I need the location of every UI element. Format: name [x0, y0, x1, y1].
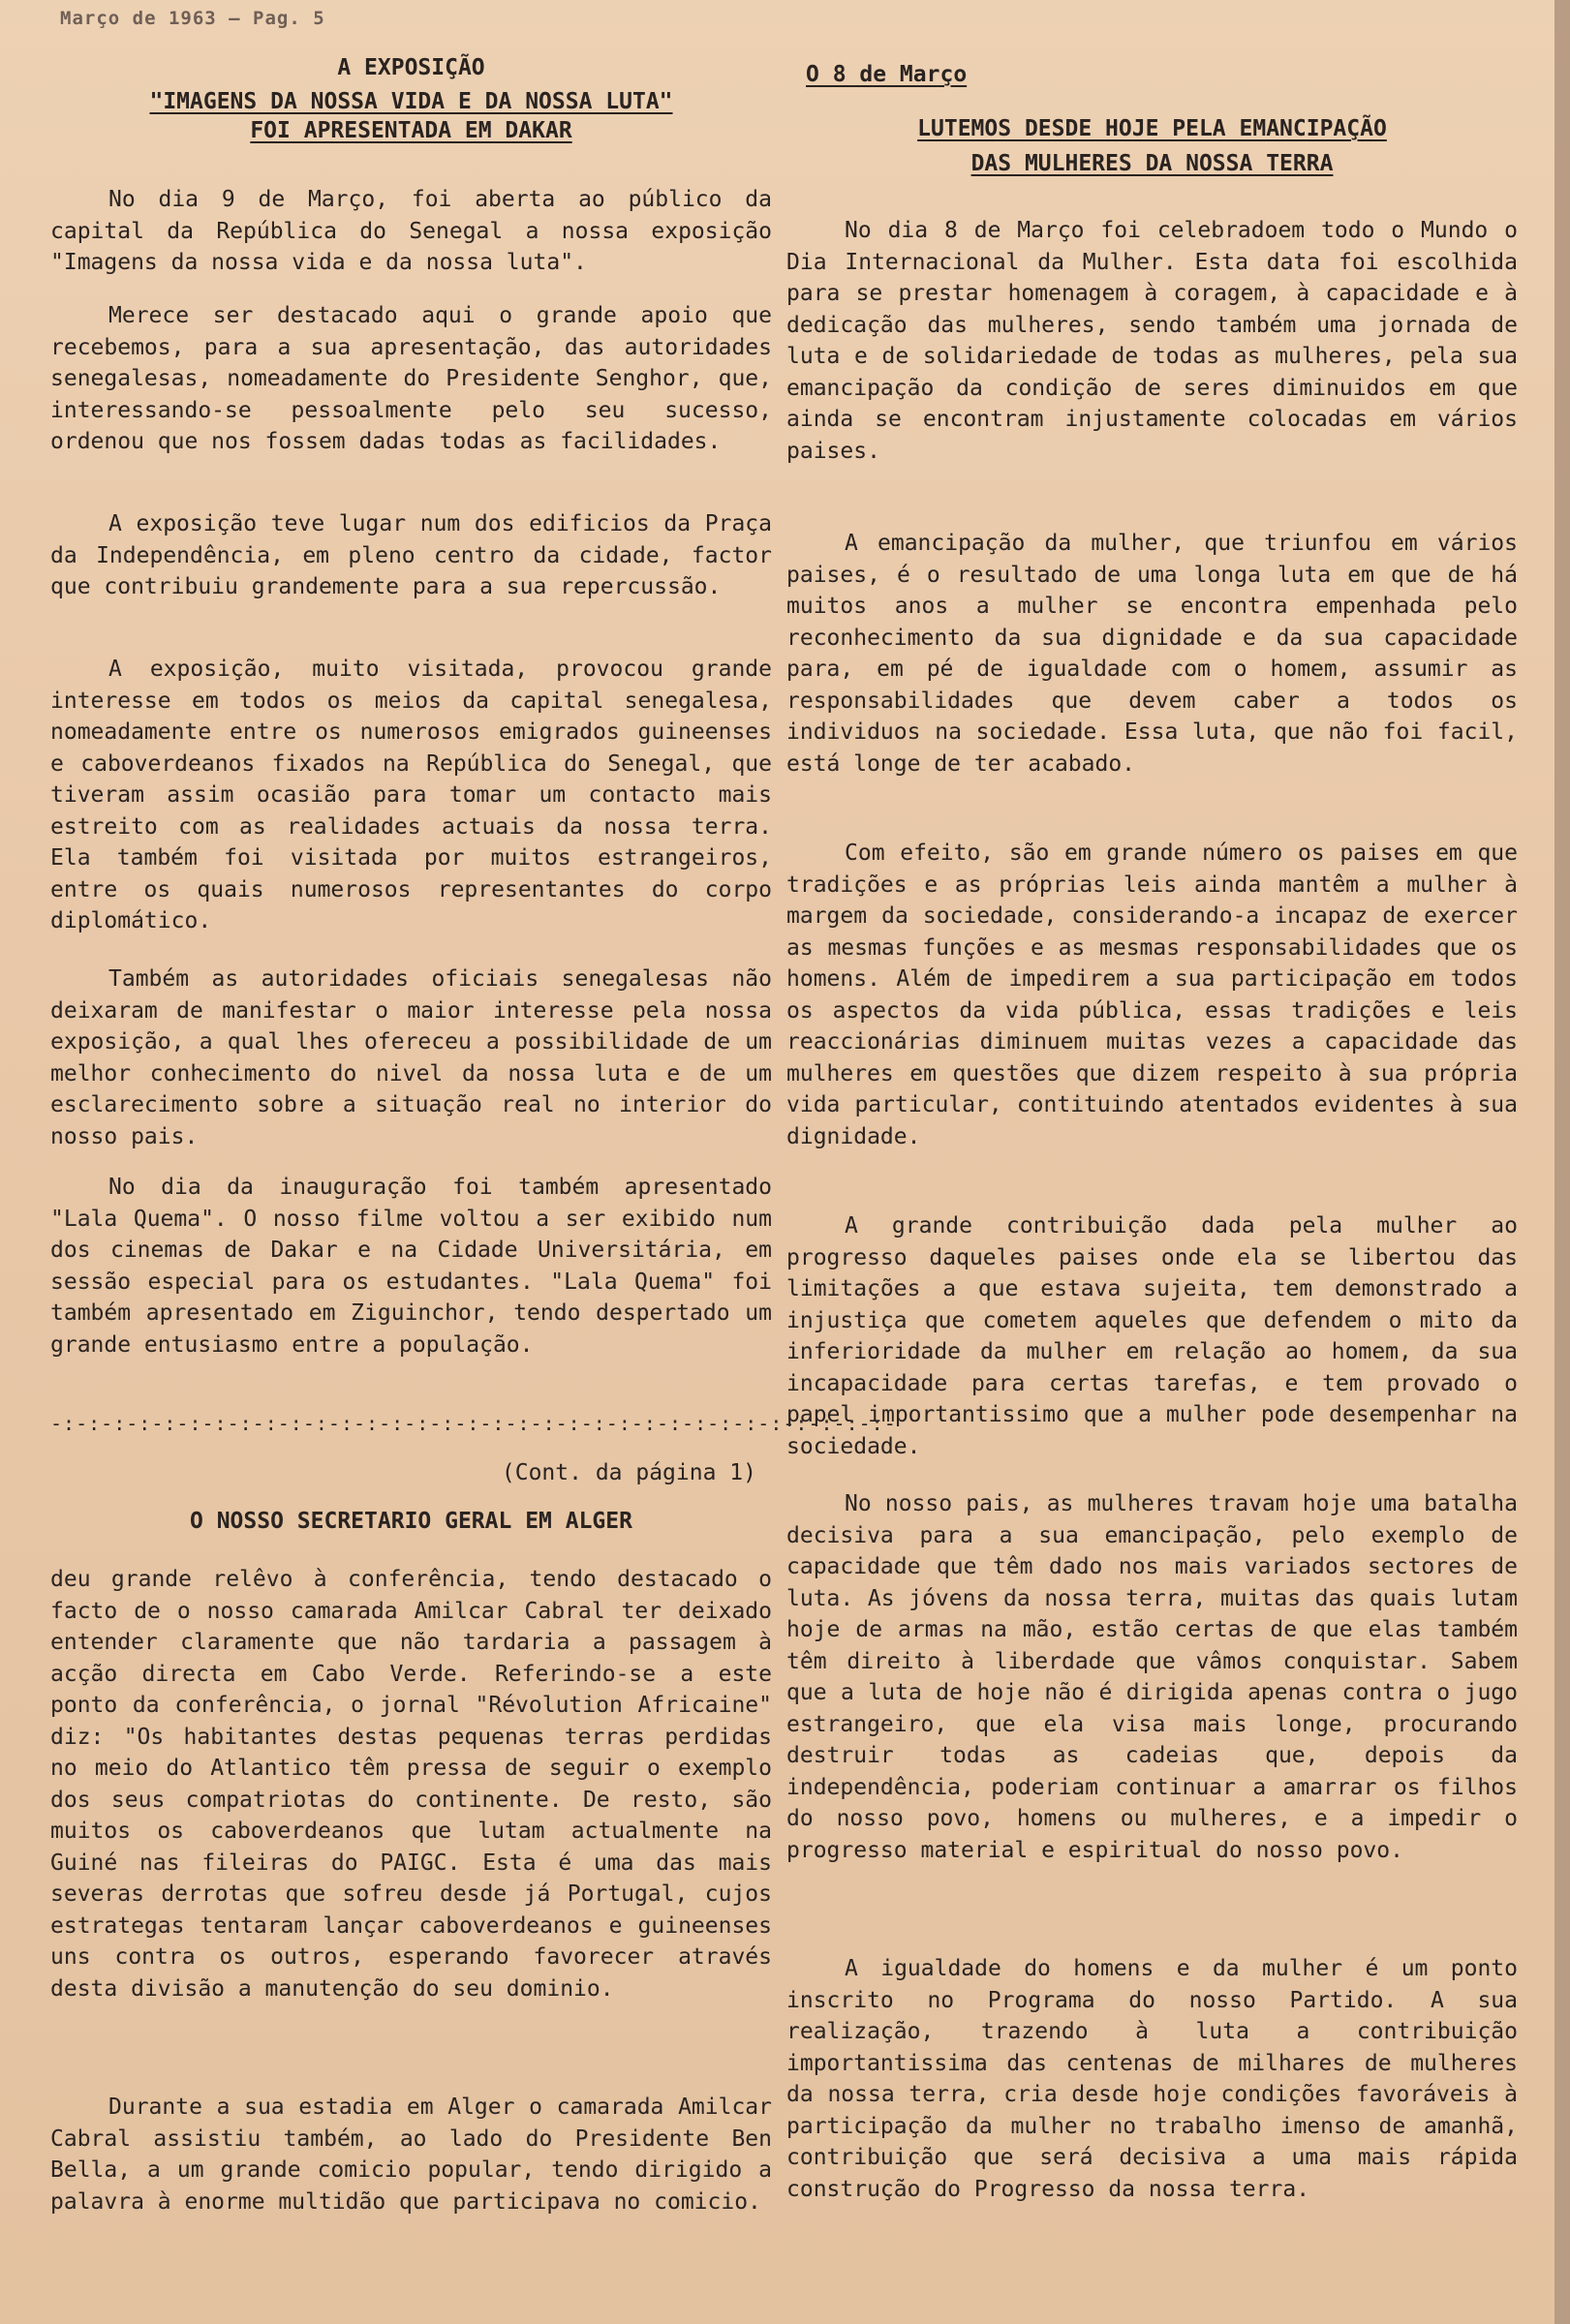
marco-paragraph-6: A igualdade do homens e da mulher é um ponto inscrito no Programa do nosso Partido. A sua realização, trazendo à luta a contribuição importantissima das centenas de milhares de mulheres da nossa terra, cria desde hoje condições favoráveis à participação da mulher no trabalho imenso de amanhã, contribuição que será decisiva a uma mais rápida construção do Progresso da nossa terra.	[786, 1956, 1518, 2202]
exposicao-paragraph-2: Merece ser destacado aqui o grande apoio que recebemos, para a sua apresentação, das autoridades senegalesas, nomeadamente do Presidente Senghor, que, interessando-se pessoalmente pelo seu sucesso, ordenou que nos fossem dadas todas as facilidades.	[50, 303, 772, 454]
secretario-paragraph-1: deu grande relêvo à conferência, tendo destacado o facto de o nosso camarada Amilcar Cabral ter deixado entender claramente que não tardaria a passagem à acção directa em Cabo Verde. Referindo-se a este ponto da conferência, o jornal "Révolution Africaine" diz: "Os habitantes destas pequenas terras perdidas no meio do Atlantico têm pressa de seguir o exemplo dos seus compatriotas do continente. De resto, são muitos os caboverdeanos que lutam actualmente na Guiné nas fileiras do PAIGC. Esta é uma das mais severas derrotas que sofreu desde já Portugal, cujos estrategas tentaram lançar caboverdeanos e guineenses uns contra os outros, esperando favorecer através desta divisão a manutenção do seu dominio.	[50, 1567, 772, 2002]
marco-title-line-1: LUTEMOS DESDE HOJE PELA EMANCIPAÇÃO	[917, 116, 1387, 141]
binding-edge	[1555, 0, 1570, 2324]
marco-paragraph-4: A grande contribuição dada pela mulher ao progresso daqueles paises onde ela se libertou das limitações a que estava sujeita, tem demonstrado a injustiça que cometem aqueles que defendem o mito da inferioridade da mulher em relação ao homem, da sua incapacidade para certas tarefas, e tem provado o papel importantissimo que a mulher pode desempenhar na sociedade.	[786, 1213, 1518, 1459]
marco-title-line-2: DAS MULHERES DA NOSSA TERRA	[970, 151, 1334, 176]
secretario-title: O NOSSO SECRETARIO GERAL EM ALGER	[190, 1509, 632, 1534]
exposicao-title-line-2: "IMAGENS DA NOSSA VIDA E DA NOSSA LUTA"	[149, 89, 673, 114]
continuation-note: (Cont. da página 1)	[501, 1460, 756, 1485]
section-separator: -:-:-:-:-:-:-:-:-:-:-:-:-:-:-:-:-:-:-:-:-:-:-:-:-:-:-:-:-:-:-:-:-:-	[50, 1412, 897, 1435]
exposicao-paragraph-1: No dia 9 de Março, foi aberta ao público da capital da República do Senegal a nossa exposição "Imagens da nossa vida e da nossa luta".	[50, 187, 772, 275]
marco-paragraph-2: A emancipação da mulher, que triunfou em vários paises, é o resultado de uma longa luta em que de há muitos anos a mulher se encontra empenhada pelo reconhecimento da sua dignidade e da sua capacidade para, em pé de igualdade com o homem, assumir as responsabilidades que devem caber a todos os individuos na sociedade. Essa luta, que não foi facil, está longe de ter acabado.	[786, 531, 1518, 777]
marco-paragraph-5: No nosso pais, as mulheres travam hoje uma batalha decisiva para a sua emancipação, pelo exemplo de capacidade que têm dado nos mais variados sectores de luta. As jóvens da nossa terra, muitas das quais lutam hoje de armas na mão, estão certas de que elas também têm direito à liberdade que vâmos conquistar. Sabem que a luta de hoje não é dirigida apenas contra o jugo estrangeiro, que ela visa mais longe, procurando destruir todas as cadeias que, depois da independência, poderiam continuar a amarrar os filhos do nosso povo, homens ou mulheres, e a impedir o progresso material e espiritual do nosso povo.	[786, 1491, 1518, 1863]
marco-paragraph-3: Com efeito, são em grande número os paises em que tradições e as próprias leis ainda mantêm a mulher à margem da sociedade, considerando-a incapaz de exercer as mesmas funções e as mesmas responsabilidades que os homens. Além de impedirem a sua participação em todos os aspectos da vida pública, essas tradições e leis reaccionárias diminuem muitas vezes a capacidade das mulheres em questões que dizem respeito à sua própria vida particular, contituindo atentados evidentes à sua dignidade.	[786, 841, 1518, 1149]
exposicao-paragraph-5: Também as autoridades oficiais senegalesas não deixaram de manifestar o maior interesse pela nossa exposição, a qual lhes ofereceu a possibilidade de um melhor conhecimento do nivel da nossa luta e de um esclarecimento sobre a situação real no interior do nosso pais.	[50, 966, 772, 1149]
page-header: Março de 1963 — Pag. 5	[60, 8, 325, 29]
exposicao-title-line-3: FOI APRESENTADA EM DAKAR	[250, 118, 572, 143]
secretario-paragraph-2: Durante a sua estadia em Alger o camarada Amilcar Cabral assistiu também, ao lado do Presidente Ben Bella, a um grande comicio popular, tendo dirigido a palavra à enorme multidão que participava no comicio.	[50, 2095, 772, 2215]
exposicao-title-line-1: A EXPOSIÇÃO	[337, 55, 485, 80]
marco-title-top: O 8 de Março	[806, 62, 968, 87]
exposicao-paragraph-6: No dia da inauguração foi também apresentado "Lala Quema". O nosso filme voltou a ser exibido num dos cinemas de Dakar e na Cidade Universitária, em sessão especial para os estudantes. "Lala Quema" foi também apresentado em Ziguinchor, tendo despertado um grande entusiasmo entre a população.	[50, 1175, 772, 1358]
exposicao-paragraph-3: A exposição teve lugar num dos edificios da Praça da Independência, em pleno centro da cidade, factor que contribuiu grandemente para a sua repercussão.	[50, 511, 772, 599]
marco-paragraph-1: No dia 8 de Março foi celebradoem todo o Mundo o Dia Internacional da Mulher. Esta data foi escolhida para se prestar homenagem à coragem, à capacidade e à dedicação das mulheres, sendo também uma jornada de luta e de solidariedade de todas as mulheres, pela sua emancipação da condição de seres diminuidos em que ainda se encontram injustamente colocadas em vários paises.	[786, 218, 1518, 464]
exposicao-paragraph-4: A exposição, muito visitada, provocou grande interesse em todos os meios da capital senegalesa, nomeadamente entre os numerosos emigrados guineenses e caboverdeanos fixados na República do Senegal, que tiveram assim ocasião para tomar um contacto mais estreito com as realidades actuais da nossa terra. Ela também foi visitada por muitos estrangeiros, entre os quais numerosos representantes do corpo diplomático.	[50, 657, 772, 933]
